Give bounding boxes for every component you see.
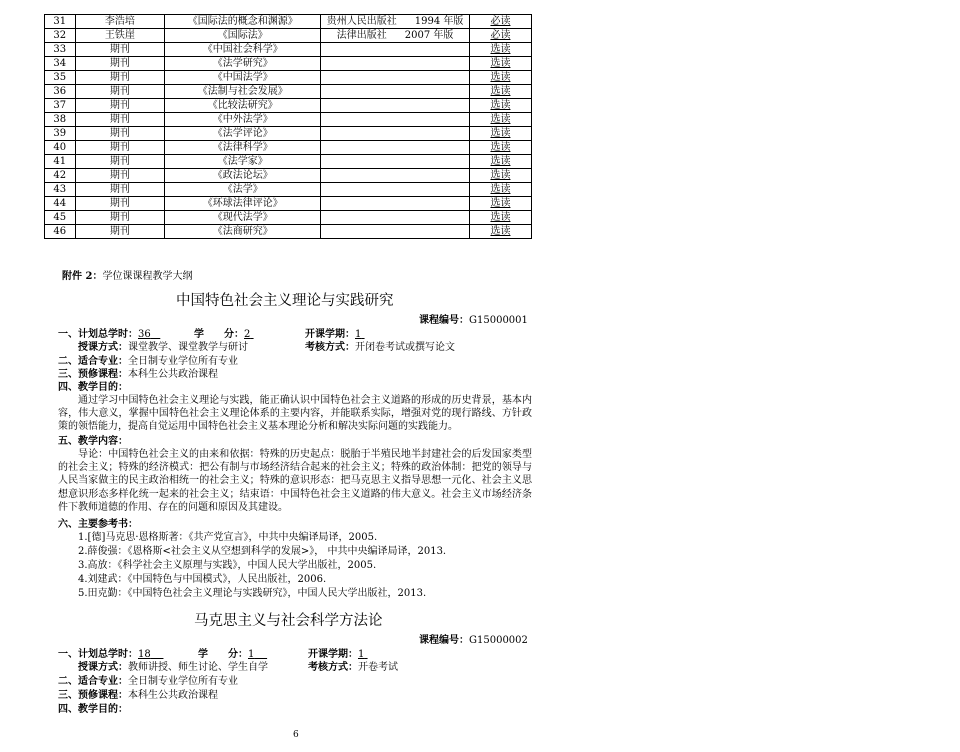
row-type-text: 选读 <box>490 114 511 125</box>
row-number <box>45 127 76 141</box>
row-author-text: 期刊 <box>109 212 130 223</box>
row-type <box>469 71 531 85</box>
course2-prereq: 三、预修课程：本科生公共政治课程 <box>58 690 218 701</box>
row-type <box>469 197 531 211</box>
row-number <box>45 15 76 29</box>
course1-ref: 1.[德]马克思·恩格斯著：《共产党宣言》，中共中央编译局译，2005. <box>78 532 378 543</box>
row-type-text: 选读 <box>490 72 511 83</box>
row-publisher-year: 2007 年版 <box>404 30 454 41</box>
row-author <box>75 43 165 57</box>
row-title <box>165 85 321 99</box>
course2-exam: 考核方式：开卷考试 <box>308 662 398 673</box>
table-row <box>45 99 532 113</box>
course1-refs-heading: 六、主要参考书： <box>58 519 138 530</box>
row-title <box>165 225 321 239</box>
row-publisher <box>321 155 470 169</box>
course1-code: 课程编号：G15000001 <box>419 315 528 326</box>
appendix-heading: 附件 2：学位课课程教学大纲 <box>62 271 193 282</box>
row-publisher <box>321 169 470 183</box>
row-title <box>165 57 321 71</box>
course1-ref: 4.刘建武：《中国特色与中国模式》，人民出版社，2006. <box>78 574 327 585</box>
row-title-text: 《法学评论》 <box>212 128 273 139</box>
course1-prereq: 三、预修课程：本科生公共政治课程 <box>58 369 218 380</box>
row-title-text: 《政法论坛》 <box>212 170 273 181</box>
row-title-text: 《环球法律评论》 <box>202 198 283 209</box>
row-type-text: 选读 <box>490 184 511 195</box>
row-author <box>75 225 165 239</box>
row-number <box>45 71 76 85</box>
row-title <box>165 155 321 169</box>
row-author <box>75 183 165 197</box>
row-number-text: 44 <box>53 198 67 209</box>
page-number: 6 <box>293 730 299 740</box>
row-type <box>469 99 531 113</box>
row-number-text: 37 <box>53 100 67 111</box>
course2-code: 课程编号：G15000002 <box>419 635 528 646</box>
row-title <box>165 197 321 211</box>
row-number-text: 31 <box>53 16 67 27</box>
row-title-text: 《国际法的概念和渊源》 <box>187 16 298 27</box>
course1-goal-heading: 四、教学目的： <box>58 382 128 393</box>
row-title <box>165 183 321 197</box>
row-number <box>45 85 76 99</box>
row-title-text: 《法学》 <box>222 184 263 195</box>
row-number-text: 41 <box>53 156 67 167</box>
row-author <box>75 15 165 29</box>
row-type-text: 选读 <box>490 86 511 97</box>
table-row <box>45 43 532 57</box>
row-number <box>45 99 76 113</box>
row-type <box>469 113 531 127</box>
row-title-text: 《中国社会科学》 <box>202 44 283 55</box>
row-author-text: 期刊 <box>109 184 130 195</box>
row-type <box>469 225 531 239</box>
row-type-text: 必读 <box>490 16 511 27</box>
row-author <box>75 127 165 141</box>
row-author <box>75 57 165 71</box>
row-number-text: 32 <box>53 30 67 41</box>
row-author-text: 期刊 <box>109 72 130 83</box>
row-type <box>469 43 531 57</box>
row-number <box>45 155 76 169</box>
row-title <box>165 113 321 127</box>
row-title <box>165 71 321 85</box>
row-type-text: 选读 <box>490 226 511 237</box>
row-author-text: 期刊 <box>109 58 130 69</box>
row-number-text: 40 <box>53 142 67 153</box>
row-number <box>45 57 76 71</box>
row-publisher <box>321 113 470 127</box>
row-author <box>75 99 165 113</box>
row-number-text: 36 <box>53 86 67 97</box>
row-number <box>45 183 76 197</box>
row-title-text: 《中国法学》 <box>212 72 273 83</box>
row-type-text: 选读 <box>490 58 511 69</box>
course1-ref: 2.薛俊强：《恩格斯<社会主义从空想到科学的发展>》， 中共中央编译局译，2013. <box>78 546 447 557</box>
row-type <box>469 141 531 155</box>
row-number-text: 46 <box>53 226 67 237</box>
row-type-text: 选读 <box>490 142 511 153</box>
row-author-text: 期刊 <box>109 198 130 209</box>
row-title <box>165 99 321 113</box>
row-type-text: 选读 <box>490 100 511 111</box>
table-row <box>45 15 532 29</box>
row-title-text: 《中外法学》 <box>212 114 273 125</box>
row-author <box>75 29 165 43</box>
row-publisher <box>321 57 470 71</box>
row-title-text: 《法律科学》 <box>212 142 273 153</box>
table-row <box>45 197 532 211</box>
row-author-text: 期刊 <box>109 44 130 55</box>
course1-hours: 一、计划总学时：36 <box>58 329 151 340</box>
course1-semester: 开课学期：1 <box>305 329 362 340</box>
course1-ref: 5.田克勤：《中国特色社会主义理论与实践研究》，中国人民大学出版社，2013. <box>78 588 427 599</box>
course1-method: 授课方式：课堂教学、课堂教学与研讨 <box>78 342 248 353</box>
row-type <box>469 29 531 43</box>
table-row <box>45 141 532 155</box>
table-row <box>45 29 532 43</box>
course2-method: 授课方式：教师讲授、师生讨论、学生自学 <box>78 662 268 673</box>
row-type <box>469 57 531 71</box>
row-number-text: 35 <box>53 72 67 83</box>
row-publisher <box>321 99 470 113</box>
row-author-text: 期刊 <box>109 170 130 181</box>
row-type-text: 选读 <box>490 198 511 209</box>
row-type <box>469 169 531 183</box>
table-row <box>45 57 532 71</box>
row-author <box>75 155 165 169</box>
row-title-text: 《现代法学》 <box>212 212 273 223</box>
row-number <box>45 211 76 225</box>
course2-major: 二、适合专业：全日制专业学位所有专业 <box>58 676 238 687</box>
row-type-text: 选读 <box>490 212 511 223</box>
row-number <box>45 43 76 57</box>
row-author <box>75 113 165 127</box>
row-author-text: 期刊 <box>109 114 130 125</box>
course2-goal-heading: 四、教学目的： <box>58 704 128 715</box>
row-number <box>45 197 76 211</box>
course2-hours: 一、计划总学时：18 <box>58 649 151 660</box>
row-publisher-name: 贵州人民出版社 <box>326 16 397 27</box>
row-publisher <box>321 85 470 99</box>
table-row <box>45 169 532 183</box>
row-number <box>45 113 76 127</box>
row-title <box>165 29 321 43</box>
row-type-text: 选读 <box>490 44 511 55</box>
row-title <box>165 169 321 183</box>
row-title-text: 《法商研究》 <box>212 226 273 237</box>
row-title-text: 《国际法》 <box>217 30 268 41</box>
row-title <box>165 127 321 141</box>
row-author-text: 期刊 <box>109 128 130 139</box>
row-number-text: 42 <box>53 170 67 181</box>
row-author-text: 期刊 <box>109 142 130 153</box>
course1-exam: 考核方式：开闭卷考试或撰写论文 <box>305 342 455 353</box>
course1-goal-text: 通过学习中国特色社会主义理论与实践，能正确认识中国特色社会主义道路的形成的历史背景，基本内容，伟大意义，掌握中国特色社会主义理论体系的主要内容，并能联系实际，增强对党的现行路线、方针政策的领悟能力，提高自觉运用中国特色社会主义基本理论分析和解决实际问题的实践能力。 <box>58 395 532 433</box>
row-publisher <box>321 43 470 57</box>
row-author-text: 李浩培 <box>104 16 135 27</box>
row-type <box>469 183 531 197</box>
row-title <box>165 43 321 57</box>
row-title <box>165 211 321 225</box>
row-publisher <box>321 183 470 197</box>
row-author <box>75 71 165 85</box>
row-author <box>75 211 165 225</box>
row-number-text: 39 <box>53 128 67 139</box>
course1-credit: 学 分：2 <box>194 329 251 340</box>
table-row <box>45 113 532 127</box>
row-type-text: 必读 <box>490 30 511 41</box>
row-author <box>75 169 165 183</box>
row-number-text: 34 <box>53 58 67 69</box>
table-row <box>45 71 532 85</box>
row-number <box>45 29 76 43</box>
row-title-text: 《法学家》 <box>217 156 268 167</box>
row-author <box>75 197 165 211</box>
row-publisher-name: 法律出版社 <box>336 30 387 41</box>
row-publisher-year: 1994 年版 <box>414 16 464 27</box>
row-title-text: 《法制与社会发展》 <box>197 86 288 97</box>
row-number <box>45 225 76 239</box>
row-type-text: 选读 <box>490 128 511 139</box>
row-type <box>469 85 531 99</box>
row-author-text: 期刊 <box>109 156 130 167</box>
row-type <box>469 211 531 225</box>
row-author-text: 期刊 <box>109 86 130 97</box>
row-author-text: 期刊 <box>109 226 130 237</box>
row-author <box>75 85 165 99</box>
row-type <box>469 127 531 141</box>
reading-list-table <box>44 14 532 239</box>
row-number-text: 38 <box>53 114 67 125</box>
row-type-text: 选读 <box>490 156 511 167</box>
row-title <box>165 141 321 155</box>
course1-major: 二、适合专业：全日制专业学位所有专业 <box>58 356 238 367</box>
row-publisher <box>321 15 470 29</box>
row-publisher <box>321 29 470 43</box>
table-row <box>45 85 532 99</box>
row-number-text: 33 <box>53 44 67 55</box>
row-type <box>469 15 531 29</box>
course2-title: 马克思主义与社会科学方法论 <box>194 613 383 629</box>
row-title-text: 《法学研究》 <box>212 58 273 69</box>
table-row <box>45 127 532 141</box>
row-publisher <box>321 225 470 239</box>
row-title-text: 《比较法研究》 <box>207 100 278 111</box>
row-publisher <box>321 127 470 141</box>
row-number <box>45 141 76 155</box>
course1-title: 中国特色社会主义理论与实践研究 <box>176 293 394 309</box>
row-number-text: 43 <box>53 184 67 195</box>
row-author-text: 期刊 <box>109 100 130 111</box>
row-type <box>469 155 531 169</box>
row-publisher <box>321 197 470 211</box>
course1-ref: 3.高放：《科学社会主义原理与实践》，中国人民大学出版社，2005. <box>78 560 377 571</box>
row-number-text: 45 <box>53 212 67 223</box>
row-author-text: 王铁崖 <box>104 30 135 41</box>
course1-content-text: 导论：中国特色社会主义的由来和依据：特殊的历史起点：脱胎于半殖民地半封建社会的后发国家类型的社会主义；特殊的经济模式：把公有制与市场经济结合起来的社会主义；特殊的政治体制：把党的领导与人民当家做主的民主政治相统一的社会主义；特殊的意识形态：把马克思主义指导思想一元化、社会主义思想意识形态多样化统一起来的社会主义；结束语：中国特色社会主义道路的伟大意义。社会主义市场经济条件下教师道德的作用、存在的问题和原因及其建设。 <box>58 449 532 513</box>
row-author <box>75 141 165 155</box>
row-publisher <box>321 211 470 225</box>
course1-content-heading: 五、教学内容： <box>58 436 128 447</box>
table-row <box>45 183 532 197</box>
row-publisher <box>321 71 470 85</box>
row-title <box>165 15 321 29</box>
table-row <box>45 155 532 169</box>
row-publisher <box>321 141 470 155</box>
table-row <box>45 211 532 225</box>
course2-credit: 学 分：1 <box>198 649 255 660</box>
row-type-text: 选读 <box>490 170 511 181</box>
course2-semester: 开课学期：1 <box>308 649 365 660</box>
table-row <box>45 225 532 239</box>
row-number <box>45 169 76 183</box>
